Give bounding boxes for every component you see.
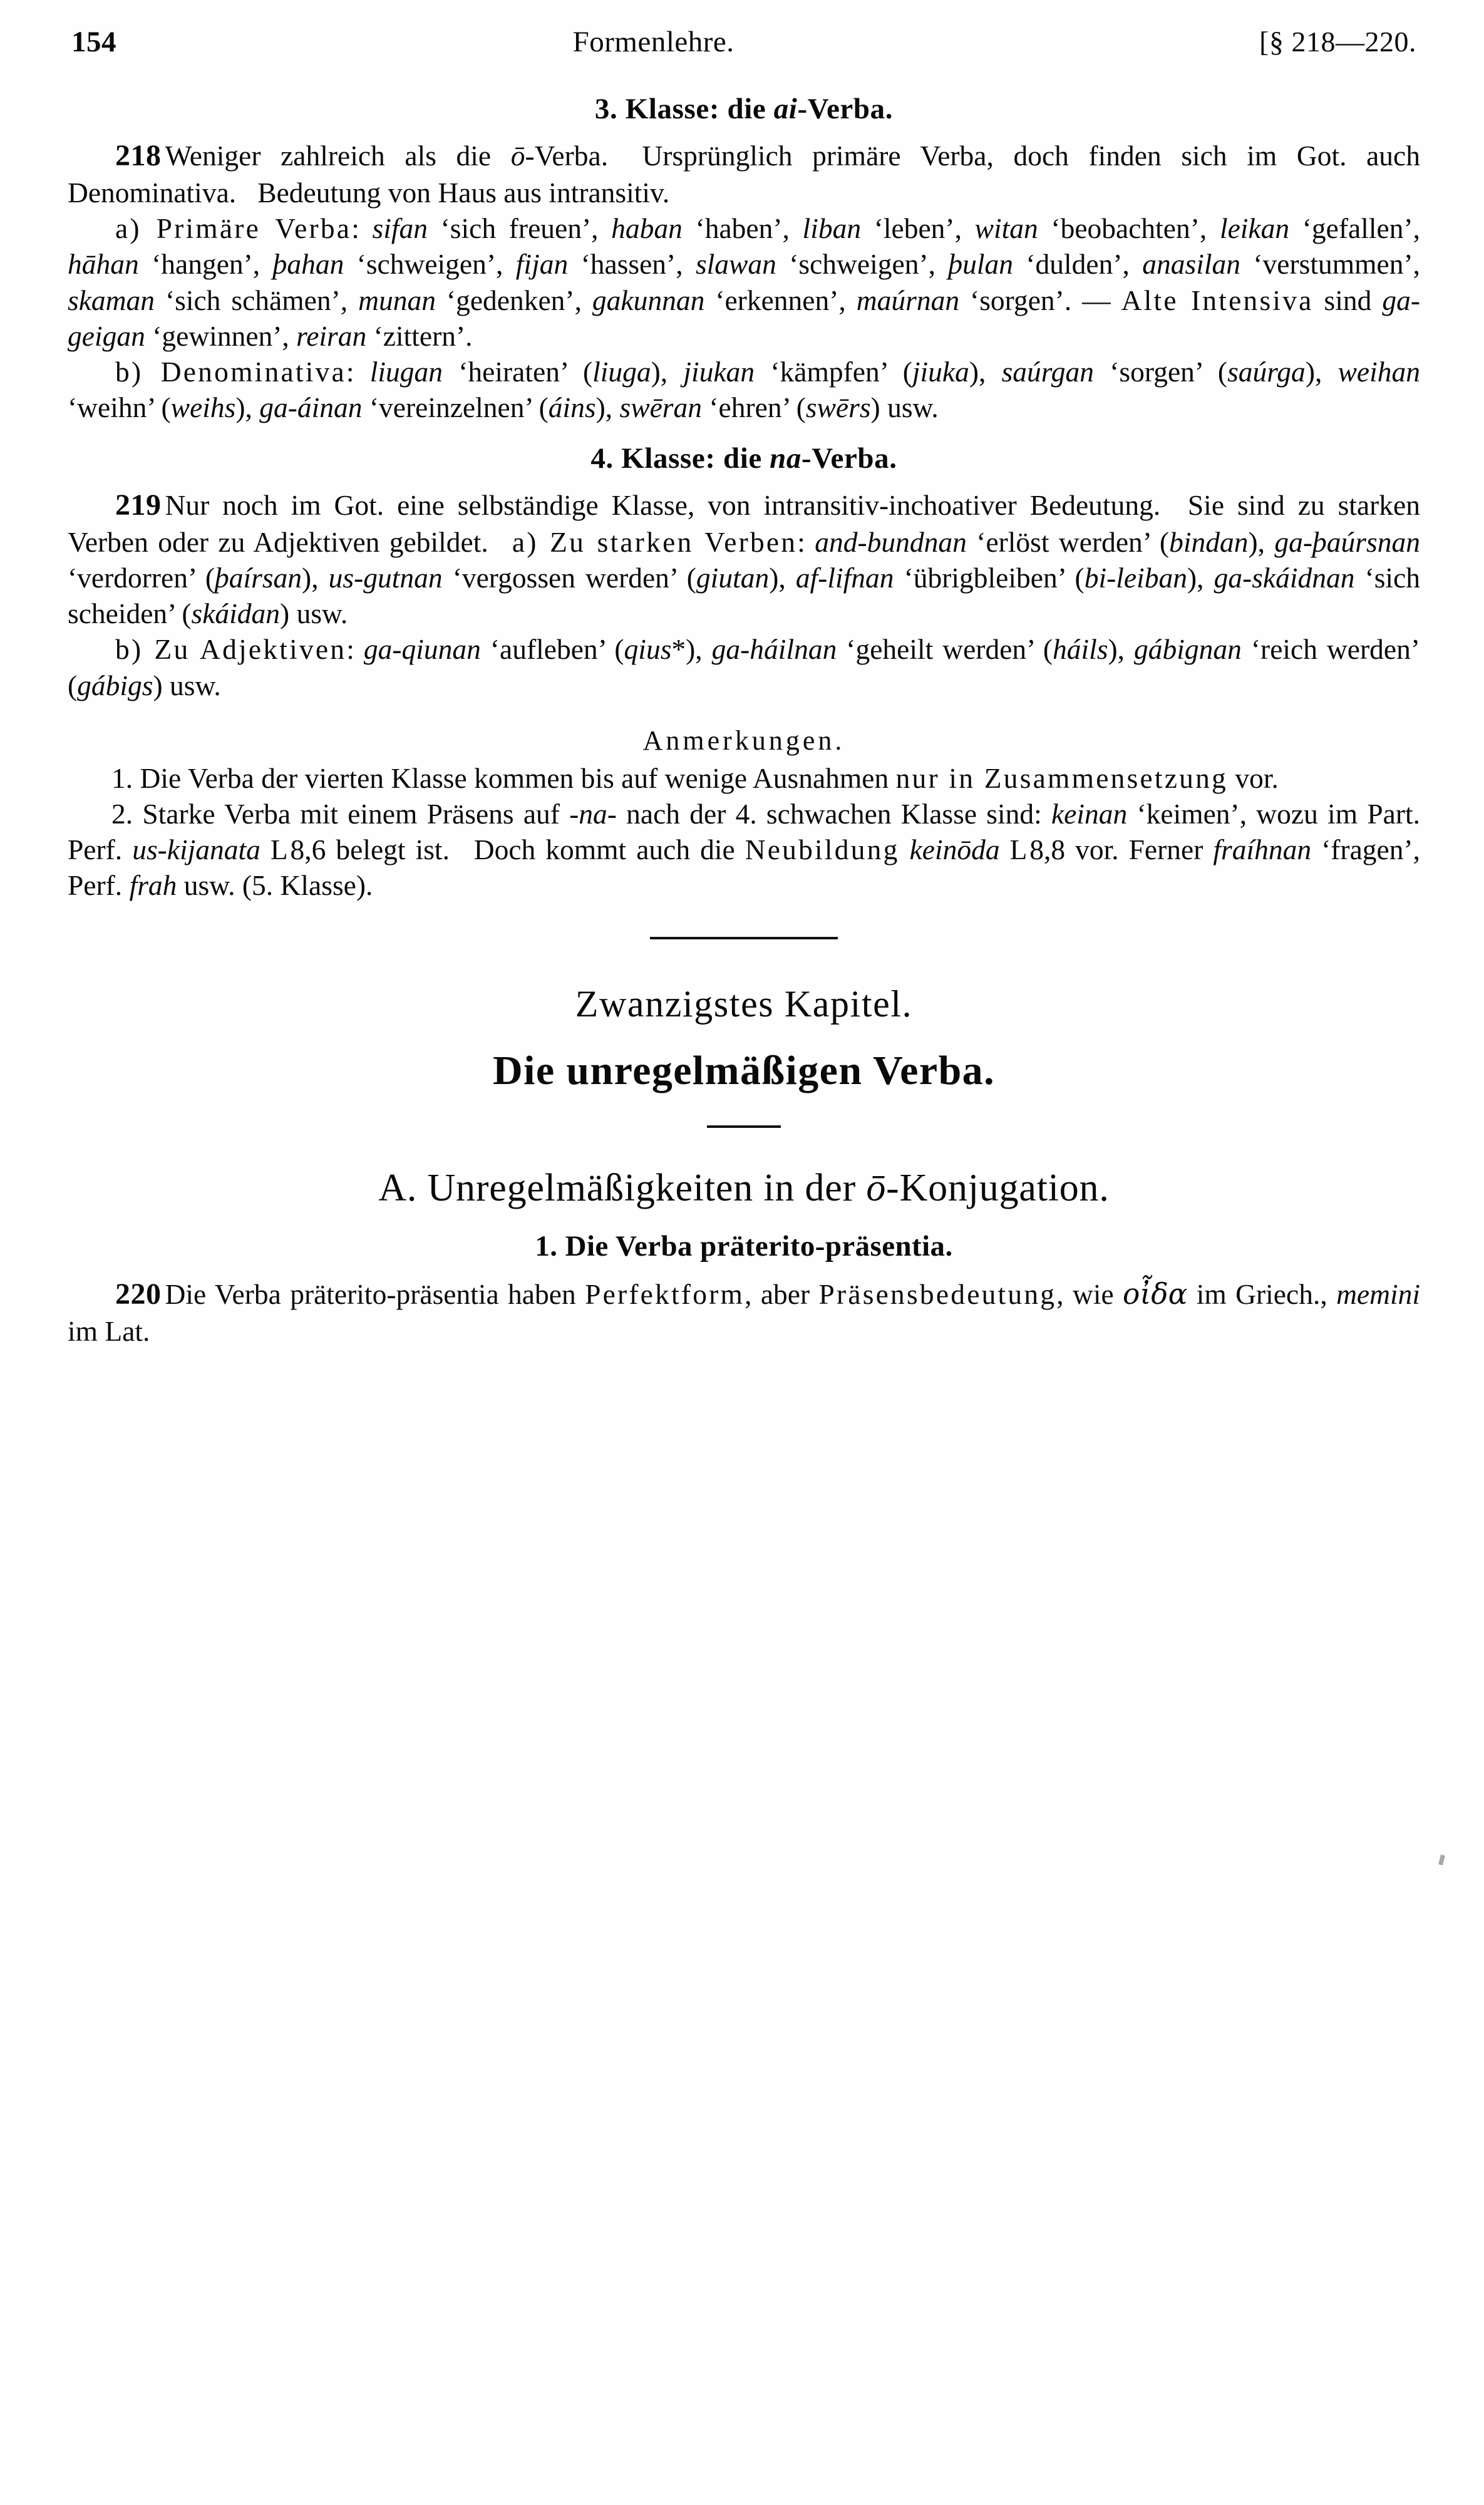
subsection-heading: 1. Die Verba präterito-präsentia. bbox=[535, 1229, 953, 1263]
heading-klasse-4-suffix: -Verba. bbox=[801, 442, 897, 475]
label-denominativa: b) Denominativa bbox=[115, 355, 346, 388]
running-title: Formenlehre. bbox=[572, 26, 734, 58]
running-head bbox=[68, 28, 1420, 57]
section-a-suffix: -Konjugation. bbox=[886, 1166, 1110, 1209]
heading-klasse-4-italic: na bbox=[770, 442, 802, 475]
heading-anmerkungen: Anmerkungen. bbox=[642, 725, 845, 756]
heading-klasse-3-italic: ai bbox=[773, 93, 798, 125]
latin-word: memini bbox=[1336, 1278, 1421, 1310]
anmerkung-2: 2. Starke Verba mit einem Präsens auf -na- nach der 4. schwachen Klasse sind: keinan ‘keimen’, wozu im Part. Perf. us-kijanata L 8,6 belegt ist. Doch kommt auch die Neubildung keinōda L 8,8 vor. Ferner fraíhnan ‘fragen’, Perf. frah usw. (5. Klasse). bbox=[68, 797, 1421, 901]
heading-klasse-3 bbox=[68, 92, 1420, 126]
page-folio: 154 bbox=[71, 26, 116, 58]
paragraph-219: 219 Nur noch im Got. eine selbständige Klasse, von intransitiv-inchoativer Bedeutung. Sie sind zu starken Verben oder zu Adjektiven gebildet. a) Zu starken Verben: and-bundnan ‘erlöst werden’ (bindan), ga-þaúrsnan ‘verdorren’ (þaírsan), us-gutnan ‘vergossen werden’ (giutan), af-lifnan ‘übrigbleiben’ (bi-leiban), ga-skáidnan ‘sich scheiden’ (skáidan) usw. bbox=[68, 488, 1421, 630]
anmerkung-2-number: 2. bbox=[111, 797, 133, 830]
divider-long-wrap bbox=[68, 903, 1420, 943]
heading-klasse-3-prefix: 3. Klasse: die bbox=[594, 93, 774, 125]
paragraph-219b-zu-adjektiven: b) Zu Adjektiven: ga-qiunan ‘aufleben’ (qius*), ga-háilnan ‘geheilt werden’ (háils), gábignan ‘reich werden’ (gábigs) usw. bbox=[68, 633, 1421, 701]
chapter-title: Die unregelmäßigen Verba. bbox=[493, 1047, 995, 1093]
section-a-prefix: A. Unregelmäßigkeiten in der bbox=[378, 1166, 867, 1209]
section-number-219: 219 bbox=[115, 488, 162, 522]
heading-klasse-4-prefix: 4. Klasse: die bbox=[590, 442, 770, 475]
paragraph-218: 218 Weniger zahlreich als die ō-Verba. Ursprünglich primäre Verba, doch finden sich im Got. auch Denominativa. Bedeutung von Haus aus intransitiv. bbox=[68, 139, 1420, 209]
paragraph-220: 220 Die Verba präterito-präsentia haben Perfektform, aber Präsensbedeutung, wie οἶδα im Griech., memini im Lat. bbox=[68, 1277, 1421, 1348]
label-primaere-verba: a) Primäre Verba bbox=[115, 212, 352, 245]
divider-rule-short bbox=[707, 1125, 781, 1128]
section-range: [§ 218—220. bbox=[1259, 26, 1416, 58]
divider-short-wrap bbox=[68, 1120, 1420, 1131]
section-number-220: 220 bbox=[115, 1277, 162, 1311]
page-content bbox=[68, 28, 1420, 1349]
chapter-block bbox=[68, 983, 1420, 1131]
divider-rule-long bbox=[650, 937, 838, 939]
paragraph-218b-denominativa: b) Denominativa: liugan ‘heiraten’ (liuga), jiukan ‘kämpfen’ (jiuka), saúrgan ‘sorgen’ (saúrga), weihan ‘weihn’ (weihs), ga-áinan ‘vereinzelnen’ (áins), swēran ‘ehren’ (swērs) usw. bbox=[68, 355, 1420, 423]
section-a-italic: ō bbox=[866, 1166, 887, 1209]
section-a-heading bbox=[68, 1166, 1420, 1211]
label-zu-adjektiven: b) Zu Adjektiven bbox=[115, 633, 347, 666]
greek-word: οἶδα bbox=[1123, 1277, 1188, 1311]
anmerkung-1-number: 1. bbox=[111, 762, 133, 794]
heading-klasse-4 bbox=[68, 442, 1420, 475]
section-number-218: 218 bbox=[115, 139, 162, 172]
chapter-number-label: Zwanzigstes Kapitel. bbox=[575, 983, 913, 1025]
paragraph-218a-primaere-verba: a) Primäre Verba: sifan ‘sich freuen’, haban ‘haben’, liban ‘leben’, witan ‘beobachten’, leikan ‘gefallen’, hāhan ‘hangen’, þahan ‘schweigen’, fijan ‘hassen’, slawan ‘schweigen’, þulan ‘dulden’, anasilan ‘verstummen’, skaman ‘sich schämen’, munan ‘gedenken’, gakunnan ‘erkennen’, maúrnan ‘sorgen’. — Alte Intensiva sind ga-geigan ‘gewinnen’, reiran ‘zittern’. bbox=[68, 212, 1421, 352]
heading-klasse-3-suffix: -Verba. bbox=[797, 93, 894, 125]
scan-speck bbox=[1438, 1854, 1445, 1865]
anmerkung-1: 1. Die Verba der vierten Klasse kommen bis auf wenige Ausnahmen nur in Zusammensetzung vor. bbox=[111, 762, 1279, 794]
